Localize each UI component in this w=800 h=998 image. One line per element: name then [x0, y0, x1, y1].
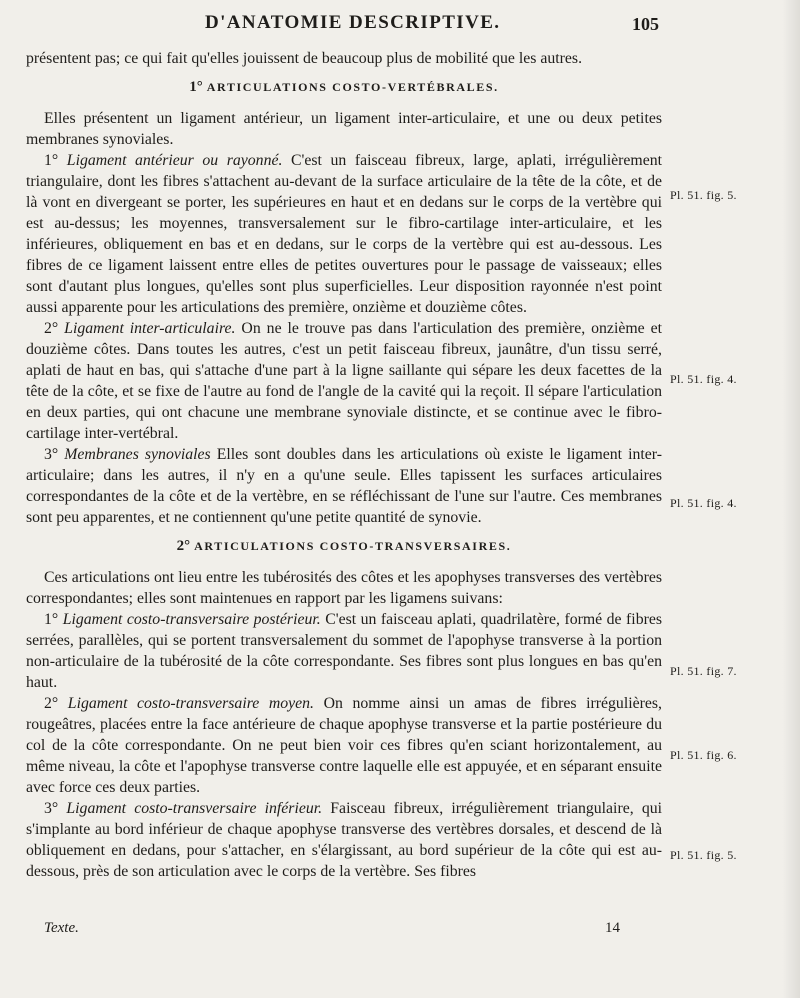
item-number: 1°: [44, 611, 59, 628]
section-heading-costo-transversaires: [26, 536, 662, 557]
section-number: 2°: [176, 538, 191, 554]
item-number: 2°: [44, 695, 59, 712]
section-number: 1°: [189, 79, 203, 95]
margin-note-plate-ref: Pl. 51. fig. 5.: [670, 188, 737, 202]
margin-note-plate-ref: Pl. 51. fig. 7.: [670, 664, 737, 678]
term-ligament-inter-articulaire: Ligament inter-articulaire.: [64, 320, 236, 337]
section-title: ARTICULATIONS COSTO-VERTÉBRALES.: [206, 80, 499, 94]
paragraph-body: Elles sont doubles dans les articulations où existe le ligament inter-articulaire; dans les autres, il n'y en a qu'une seule. Elles tapissent les surfaces articulaires correspondantes de la côte et de la vertèbre, en se réfléchissant de l'une sur l'autre. Ces membranes sont peu apparentes, et ne contiennent qu'une petite quantité de synovie.: [26, 446, 662, 526]
term-ligament-posterieur: Ligament costo-transversaire postérieur.: [62, 611, 321, 628]
paragraph-body: On ne le trouve pas dans l'articulation des première, onzième et douzième côtes. Dans toutes les autres, c'est un petit faisceau fibreux, jaunâtre, d'un tissu serré, aplati de haut en bas, qui s'attache d'une part à la ligne saillante qui sépare les deux facettes de la tête de la côte, et se fixe de l'autre au fond de l'angle de la cavité qui la reçoit. Il sépare l'articulation en deux parties, qui ont chacune une membrane synoviale distincte, et se continue avec le fibro-cartilage inter-vertébral.: [26, 320, 662, 442]
section-heading-costo-vertebrales: [26, 77, 662, 98]
sheet-number: 14: [605, 920, 620, 936]
section-title: ARTICULATIONS COSTO-TRANSVERSAIRES.: [194, 539, 512, 553]
item-number: 3°: [44, 800, 59, 817]
paragraph-ligament-anterieur: [26, 150, 662, 318]
margin-note-plate-ref: Pl. 51. fig. 4.: [670, 496, 737, 510]
paragraph-body: C'est un faisceau aplati, quadrilatère, formé de fibres serrées, parallèles, qui se portent transversalement du sommet de l'apophyse transverse à la portion non-articulaire de la tubérosité de la côte correspondante. Ses fibres sont plus longues en bas qu'en haut.: [26, 611, 663, 691]
term-ligament-anterieur: Ligament antérieur ou rayonné.: [66, 152, 283, 169]
page-number: 105: [632, 14, 659, 34]
paragraph-body: Faisceau fibreux, irrégulièrement triangulaire, qui s'implante au bord inférieur de chaque apophyse transverse des vertèbres dorsales, et descend de là obliquement en dedans, pour s'attacher, en s'élargissant, au bord supérieur de la côte qui est au-dessous, près de son articulation avec le corps de la vertèbre. Ses fibres: [26, 800, 663, 880]
margin-note-plate-ref: Pl. 51. fig. 4.: [670, 372, 737, 386]
item-number: 1°: [44, 152, 59, 169]
page-fold-shadow: [782, 0, 800, 998]
term-ligament-moyen: Ligament costo-transversaire moyen.: [67, 695, 315, 712]
paragraph-ligament-moyen: [26, 693, 662, 798]
paragraph-ligament-posterieur: [26, 609, 662, 693]
margin-note-plate-ref: Pl. 51. fig. 5.: [670, 848, 737, 862]
paragraph-ligament-inter-articulaire: [26, 318, 662, 444]
text-column: [26, 48, 662, 882]
paragraph-continuation: présentent pas; ce qui fait qu'elles jouissent de beaucoup plus de mobilité que les autres.: [26, 50, 583, 67]
term-ligament-inferieur: Ligament costo-transversaire inférieur.: [66, 800, 323, 817]
page-header: [0, 12, 800, 42]
printer-signature: Texte.: [44, 920, 79, 936]
margin-note-plate-ref: Pl. 51. fig. 6.: [670, 748, 737, 762]
term-membranes-synoviales: Membranes synoviales: [64, 446, 211, 463]
item-number: 2°: [44, 320, 59, 337]
paragraph-body: C'est un faisceau fibreux, large, aplati, irrégulièrement triangulaire, dont les fibres s'attachent au-devant de la surface articulaire de la tête de la côte, et de là vont en divergeant se porter, les supérieures en haut et en dedans sur le corps de la vertèbre qui est au-dessus; les moyennes, transversalement sur le fibro-cartilage inter-articulaire, et les inférieures, obliquement en bas et en dedans, sur le corps de la vertèbre qui est au-dessous. Les fibres de ce ligament laissent entre elles de petites ouvertures pour le passage de vaisseaux; elles sont d'autant plus longues, qu'elles sont plus superficielles. Leur disposition rayonnée n'est point aussi apparente pour les articulations des première, onzième et douzième côtes.: [26, 152, 663, 316]
paragraph-intro-transversaires: Ces articulations ont lieu entre les tubérosités des côtes et les apophyses transverses des vertèbres correspondantes; elles sont maintenues en rapport par les ligamens suivans:: [26, 569, 662, 607]
running-title: D'ANATOMIE DESCRIPTIVE.: [205, 12, 501, 33]
paragraph-body: On nomme ainsi un amas de fibres irrégulières, rougeâtres, placées entre la face antérieure de chaque apophyse transverse et la partie postérieure du col de la côte correspondante. On ne peut bien voir ces fibres qu'en sciant horizontalement, au même niveau, la côte et l'apophyse transverse contre laquelle elle est appuyée, et en séparant ensuite avec force ces deux parties.: [26, 695, 662, 796]
paragraph-intro-vertebrales: Elles présentent un ligament antérieur, un ligament inter-articulaire, et une ou deux petites membranes synoviales.: [26, 110, 662, 148]
item-number: 3°: [44, 446, 59, 463]
paragraph-membranes-synoviales: [26, 444, 662, 528]
paragraph-ligament-inferieur: [26, 798, 662, 882]
